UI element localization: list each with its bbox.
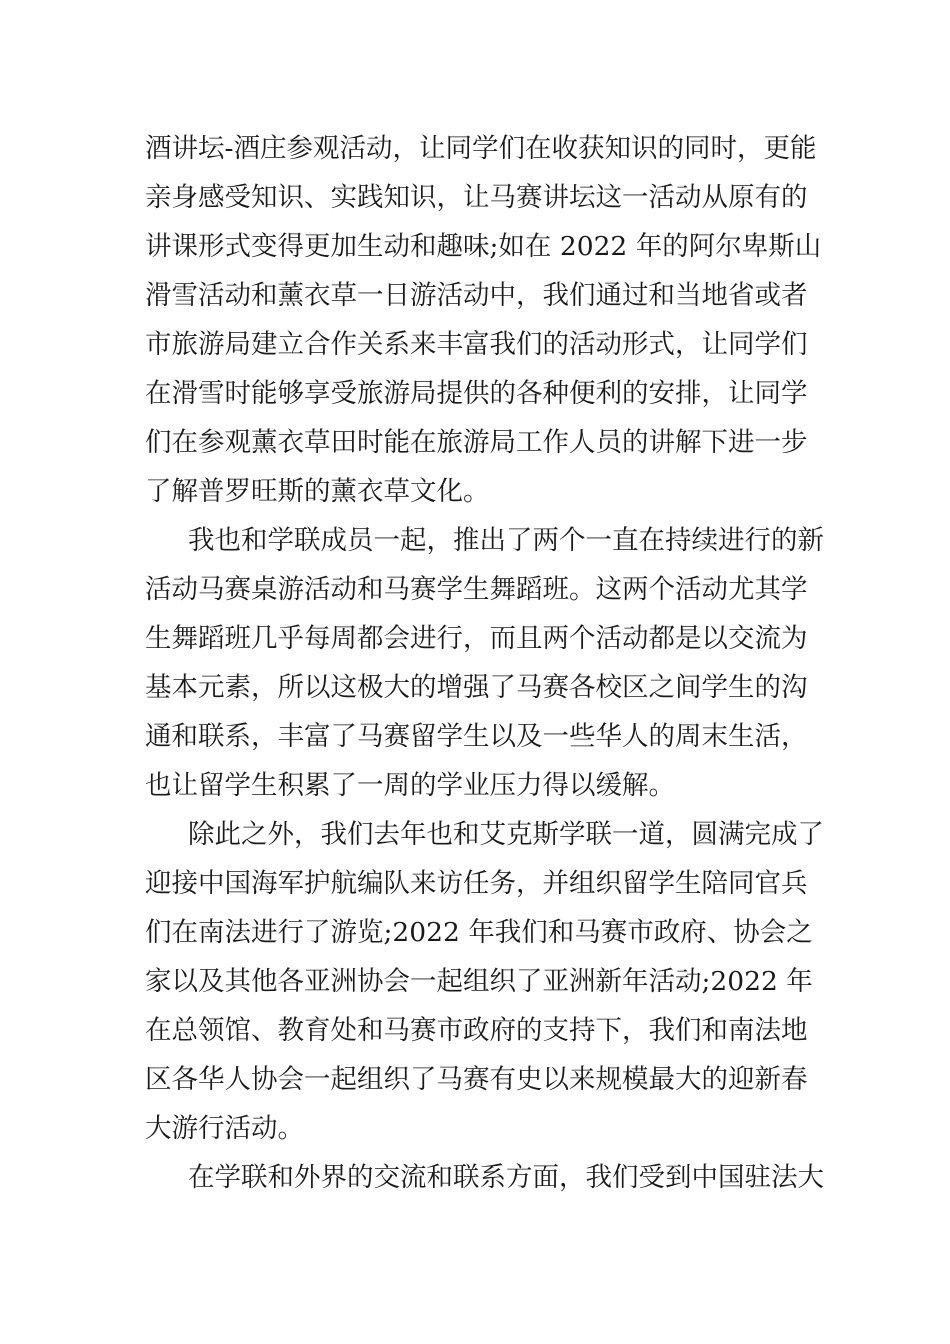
- text-line: 市旅游局建立合作关系来丰富我们的活动形式，让同学们: [145, 329, 808, 360]
- text-line: 基本元素，所以这极大的增强了马赛各校区之间学生的沟: [145, 672, 808, 703]
- text-line: 通和联系，丰富了马赛留学生以及一些华人的周末生活，: [145, 721, 808, 752]
- text-line: 迎接中国海军护航编队来访任务，并组织留学生陪同官兵: [145, 868, 808, 899]
- text-line: 家以及其他各亚洲协会一起组织了亚洲新年活动;2022 年: [145, 966, 813, 997]
- paragraph-3: [145, 810, 824, 1153]
- text-line: 我也和学联成员一起，推出了两个一直在持续进行的新: [188, 525, 824, 556]
- text-line: 在滑雪时能够享受旅游局提供的各种便利的安排，让同学: [145, 378, 808, 409]
- text-line: 们在参观薰衣草田时能在旅游局工作人员的讲解下进一步: [145, 427, 808, 458]
- text-line: 大游行活动。: [145, 1113, 304, 1144]
- paragraph-2: [145, 516, 824, 810]
- paragraph-1: [145, 124, 822, 516]
- text-line: 活动马赛桌游活动和马赛学生舞蹈班。这两个活动尤其学: [145, 574, 808, 605]
- text-line: 生舞蹈班几乎每周都会进行，而且两个活动都是以交流为: [145, 623, 808, 654]
- text-line: 除此之外，我们去年也和艾克斯学联一道，圆满完成了: [188, 819, 824, 850]
- text-line: 亲身感受知识、实践知识，让马赛讲坛这一活动从原有的: [145, 182, 808, 213]
- text-line: 讲课形式变得更加生动和趣味;如在 2022 年的阿尔卑斯山: [145, 231, 822, 262]
- text-line: 滑雪活动和薰衣草一日游活动中，我们通过和当地省或者: [145, 280, 808, 311]
- text-line: 在总领馆、教育处和马赛市政府的支持下，我们和南法地: [145, 1015, 808, 1046]
- text-line: 在学联和外界的交流和联系方面，我们受到中国驻法大: [188, 1162, 824, 1193]
- text-line: 酒讲坛-酒庄参观活动，让同学们在收获知识的同时，更能: [145, 133, 817, 164]
- text-line: 也让留学生积累了一周的学业压力得以缓解。: [145, 770, 675, 801]
- paragraph-4: [145, 1153, 824, 1202]
- text-line: 们在南法进行了游览;2022 年我们和马赛市政府、协会之: [145, 917, 813, 948]
- text-line: 区各华人协会一起组织了马赛有史以来规模最大的迎新春: [145, 1064, 808, 1095]
- text-line: 了解普罗旺斯的薰衣草文化。: [145, 476, 490, 507]
- document-page: [145, 124, 824, 1202]
